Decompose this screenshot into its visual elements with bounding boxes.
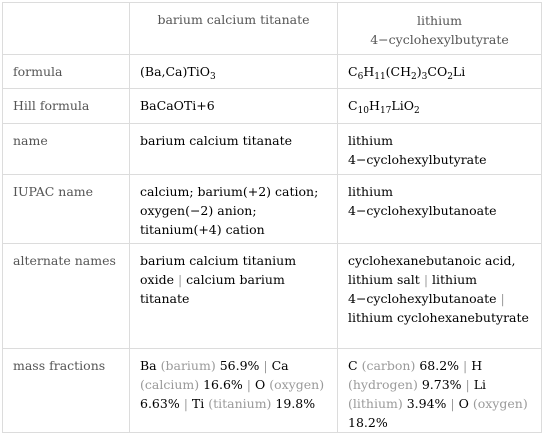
alternate-names-value-b: cyclohexanebutanoic acid, lithium salt | lithium 4−cyclohexylbutanoate | lithium cyclohexanebutyrate bbox=[337, 244, 541, 348]
header-empty-cell bbox=[3, 3, 129, 54]
comparison-table bbox=[2, 2, 542, 433]
table-row-formula bbox=[3, 54, 541, 88]
column-header-barium-calcium-titanate: barium calcium titanate bbox=[129, 3, 337, 54]
row-label: formula bbox=[13, 64, 63, 79]
row-label: name bbox=[13, 133, 48, 148]
column-header-lithium-cyclohexylbutyrate: lithium 4−cyclohexylbutyrate bbox=[337, 3, 541, 54]
hill-formula-value-b: $C_{10}H_{17}LiO_2$ bbox=[337, 89, 541, 123]
row-label: Hill formula bbox=[13, 98, 90, 113]
formula-value-b: $C_6H_{11}(CH_2)_3CO_2Li$ bbox=[337, 55, 541, 88]
header-row bbox=[3, 3, 541, 54]
formula-value-a: (Ba,Ca)TiO$_3$ bbox=[129, 55, 337, 88]
hill-formula-value-a: BaCaOTi+6 bbox=[129, 89, 337, 123]
table-row-mass-fractions bbox=[3, 348, 541, 432]
name-value-b: lithium 4−cyclohexylbutyrate bbox=[337, 124, 541, 174]
table-row-name bbox=[3, 123, 541, 174]
iupac-name-value-a: calcium; barium(+2) cation; oxygen(−2) anion; titanium(+4) cation bbox=[129, 175, 337, 243]
table-row-hill-formula bbox=[3, 88, 541, 123]
row-label: mass fractions bbox=[13, 358, 106, 373]
row-label: IUPAC name bbox=[13, 184, 94, 199]
table-row-alternate-names bbox=[3, 243, 541, 348]
mass-fractions-value-b: C (carbon) 68.2% | H (hydrogen) 9.73% | Li (lithium) 3.94% | O (oxygen) 18.2% bbox=[337, 349, 541, 432]
iupac-name-value-b: lithium 4−cyclohexylbutanoate bbox=[337, 175, 541, 243]
name-value-a: barium calcium titanate bbox=[129, 124, 337, 174]
table-row-iupac-name bbox=[3, 174, 541, 243]
row-label: alternate names bbox=[13, 253, 116, 268]
alternate-names-value-a: barium calcium titanium oxide | calcium barium titanate bbox=[129, 244, 337, 348]
mass-fractions-value-a: Ba (barium) 56.9% | Ca (calcium) 16.6% | O (oxygen) 6.63% | Ti (titanium) 19.8% bbox=[129, 349, 337, 432]
